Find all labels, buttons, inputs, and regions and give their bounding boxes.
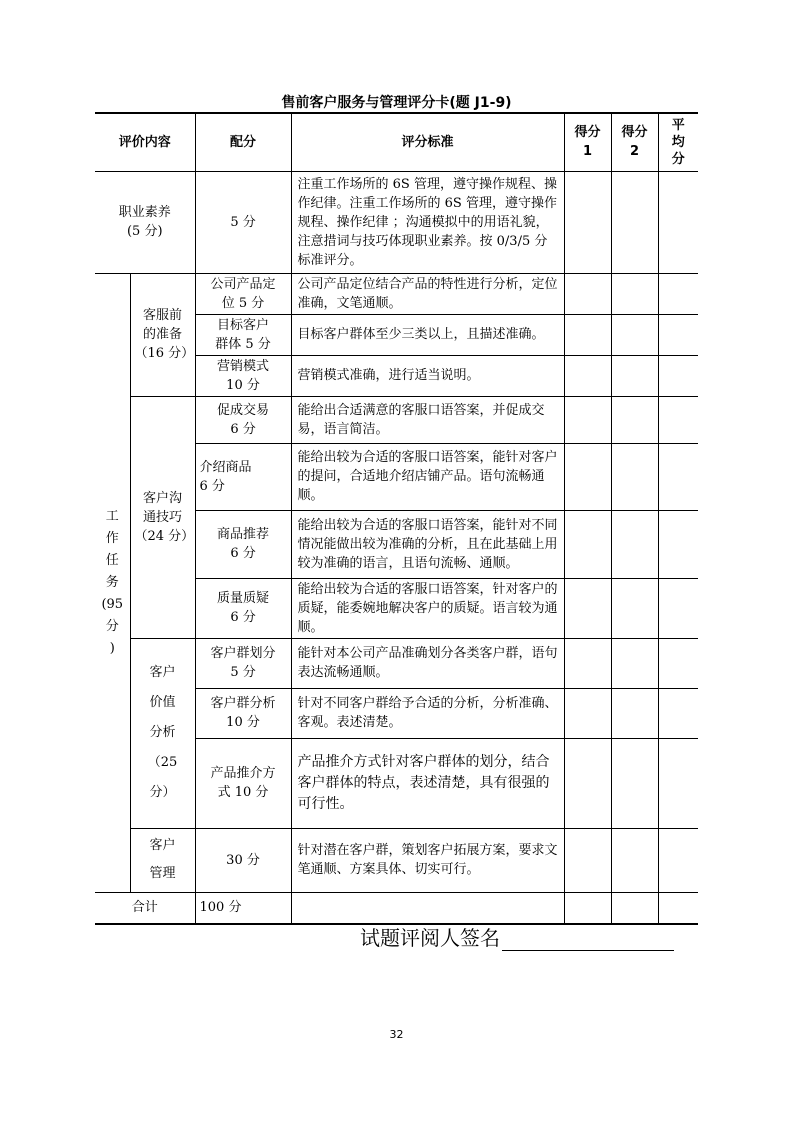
section-value-analysis: 客户 价值 分析 （25 分） <box>130 638 195 828</box>
score-cell[interactable] <box>611 578 658 638</box>
item-criteria: 公司产品定位结合产品的特性进行分析，定位准确，文笔通顺。 <box>291 273 564 314</box>
item-criteria: 能给出较为合适的客服口语答案，能针对客户的提问，合适地介绍店铺产品。语句流畅通顺。 <box>291 443 564 510</box>
score-cell[interactable] <box>611 443 658 510</box>
score-cell[interactable] <box>658 273 698 314</box>
header-score1: 得分 1 <box>564 113 611 171</box>
score-cell[interactable] <box>564 443 611 510</box>
score-cell[interactable] <box>658 892 698 924</box>
score-cell[interactable] <box>611 738 658 828</box>
item-label: 30 分 <box>195 828 291 892</box>
score-cell[interactable] <box>611 638 658 688</box>
header-average: 平 均 分 <box>658 113 698 171</box>
score-cell[interactable] <box>658 396 698 443</box>
section-communication: 客户沟 通技巧 （24 分） <box>130 396 195 638</box>
professional-label: 职业素养 (5 分) <box>95 171 195 273</box>
score-cell[interactable] <box>564 273 611 314</box>
item-label: 促成交易 6 分 <box>195 396 291 443</box>
page-title: 售前客户服务与管理评分卡(题 J1-9) <box>281 95 512 111</box>
signature-line[interactable] <box>502 932 674 951</box>
score-cell[interactable] <box>564 355 611 396</box>
item-criteria: 营销模式准确，进行适当说明。 <box>291 355 564 396</box>
item-criteria: 目标客户群体至少三类以上，且描述准确。 <box>291 314 564 355</box>
item-label: 客户群分析 10 分 <box>195 688 291 738</box>
score-cell[interactable] <box>658 738 698 828</box>
signature-label: 试题评阅人签名 <box>360 926 500 950</box>
score-cell[interactable] <box>658 688 698 738</box>
professional-criteria: 注重工作场所的 6S 管理，遵守操作规程、操作纪律。注重工作场所的 6S 管理，遵守操作规程、操作纪律 ；沟通模拟中的用语礼貌，注意措词与技巧体现职业素养。按 0/3/5 分标准评分。 <box>291 171 564 273</box>
header-row <box>95 113 698 171</box>
score-cell[interactable] <box>658 638 698 688</box>
score-cell[interactable] <box>611 510 658 578</box>
score-cell[interactable] <box>564 738 611 828</box>
score-cell[interactable] <box>564 828 611 892</box>
item-criteria: 产品推介方式针对客户群体的划分，结合客户群体的特点，表述清楚，具有很强的可行性。 <box>291 738 564 828</box>
total-criteria-cell <box>291 892 564 924</box>
professional-row <box>95 171 698 273</box>
item-label: 营销模式 10 分 <box>195 355 291 396</box>
score-cell[interactable] <box>658 314 698 355</box>
header-points: 配分 <box>195 113 291 171</box>
score-cell[interactable] <box>611 314 658 355</box>
score-cell[interactable] <box>564 578 611 638</box>
item-label: 公司产品定 位 5 分 <box>195 273 291 314</box>
score-cell[interactable] <box>564 892 611 924</box>
score-cell[interactable] <box>611 396 658 443</box>
item-label: 质量质疑 6 分 <box>195 578 291 638</box>
score-cell[interactable] <box>611 688 658 738</box>
table-row <box>95 828 698 892</box>
score-cell[interactable] <box>611 171 658 273</box>
page-number: 32 <box>389 1028 404 1041</box>
section-management: 客户 管理 <box>130 828 195 892</box>
professional-points: 5 分 <box>195 171 291 273</box>
item-criteria: 能给出较为合适的客服口语答案，能针对不同情况能做出较为准确的分析，且在此基础上用较为准确的语言，且语句流畅、通顺。 <box>291 510 564 578</box>
score-cell[interactable] <box>658 171 698 273</box>
score-cell[interactable] <box>564 510 611 578</box>
header-content: 评价内容 <box>95 113 195 171</box>
total-points: 100 分 <box>195 892 291 924</box>
total-label: 合计 <box>95 892 195 924</box>
score-cell[interactable] <box>611 273 658 314</box>
item-criteria: 能给出合适满意的客服口语答案，并促成交易，语言简洁。 <box>291 396 564 443</box>
section-pre-service: 客服前 的准备 （16 分） <box>130 273 195 396</box>
item-label: 客户群划分 5 分 <box>195 638 291 688</box>
header-score2: 得分 2 <box>611 113 658 171</box>
score-cell[interactable] <box>658 510 698 578</box>
table-row <box>95 273 698 314</box>
item-criteria: 针对不同客户群给予合适的分析，分析准确、客观。表述清楚。 <box>291 688 564 738</box>
item-criteria: 针对潜在客户群，策划客户拓展方案，要求文笔通顺、方案具体、切实可行。 <box>291 828 564 892</box>
score-cell[interactable] <box>611 892 658 924</box>
table-row <box>95 396 698 443</box>
score-cell[interactable] <box>611 828 658 892</box>
total-row <box>95 892 698 924</box>
score-cell[interactable] <box>658 828 698 892</box>
item-label: 目标客户 群体 5 分 <box>195 314 291 355</box>
score-cell[interactable] <box>564 396 611 443</box>
item-criteria: 能给出较为合适的客服口语答案，针对客户的质疑，能委婉地解决客户的质疑。语言较为通顺。 <box>291 578 564 638</box>
header-criteria: 评分标准 <box>291 113 564 171</box>
score-cell[interactable] <box>611 355 658 396</box>
score-cell[interactable] <box>564 688 611 738</box>
score-cell[interactable] <box>658 355 698 396</box>
table-row <box>95 638 698 688</box>
score-cell[interactable] <box>564 638 611 688</box>
item-criteria: 能针对本公司产品准确划分各类客户群，语句表达流畅通顺。 <box>291 638 564 688</box>
score-cell[interactable] <box>564 314 611 355</box>
score-cell[interactable] <box>564 171 611 273</box>
score-cell[interactable] <box>658 443 698 510</box>
item-label: 介绍商品 6 分 <box>195 443 291 510</box>
score-cell[interactable] <box>658 578 698 638</box>
work-task-label: 工 作 任 务 (95 分 ) <box>95 273 130 892</box>
item-label: 产品推介方 式 10 分 <box>195 738 291 828</box>
score-card-table <box>95 112 698 925</box>
item-label: 商品推荐 6 分 <box>195 510 291 578</box>
signature-area <box>360 922 674 951</box>
